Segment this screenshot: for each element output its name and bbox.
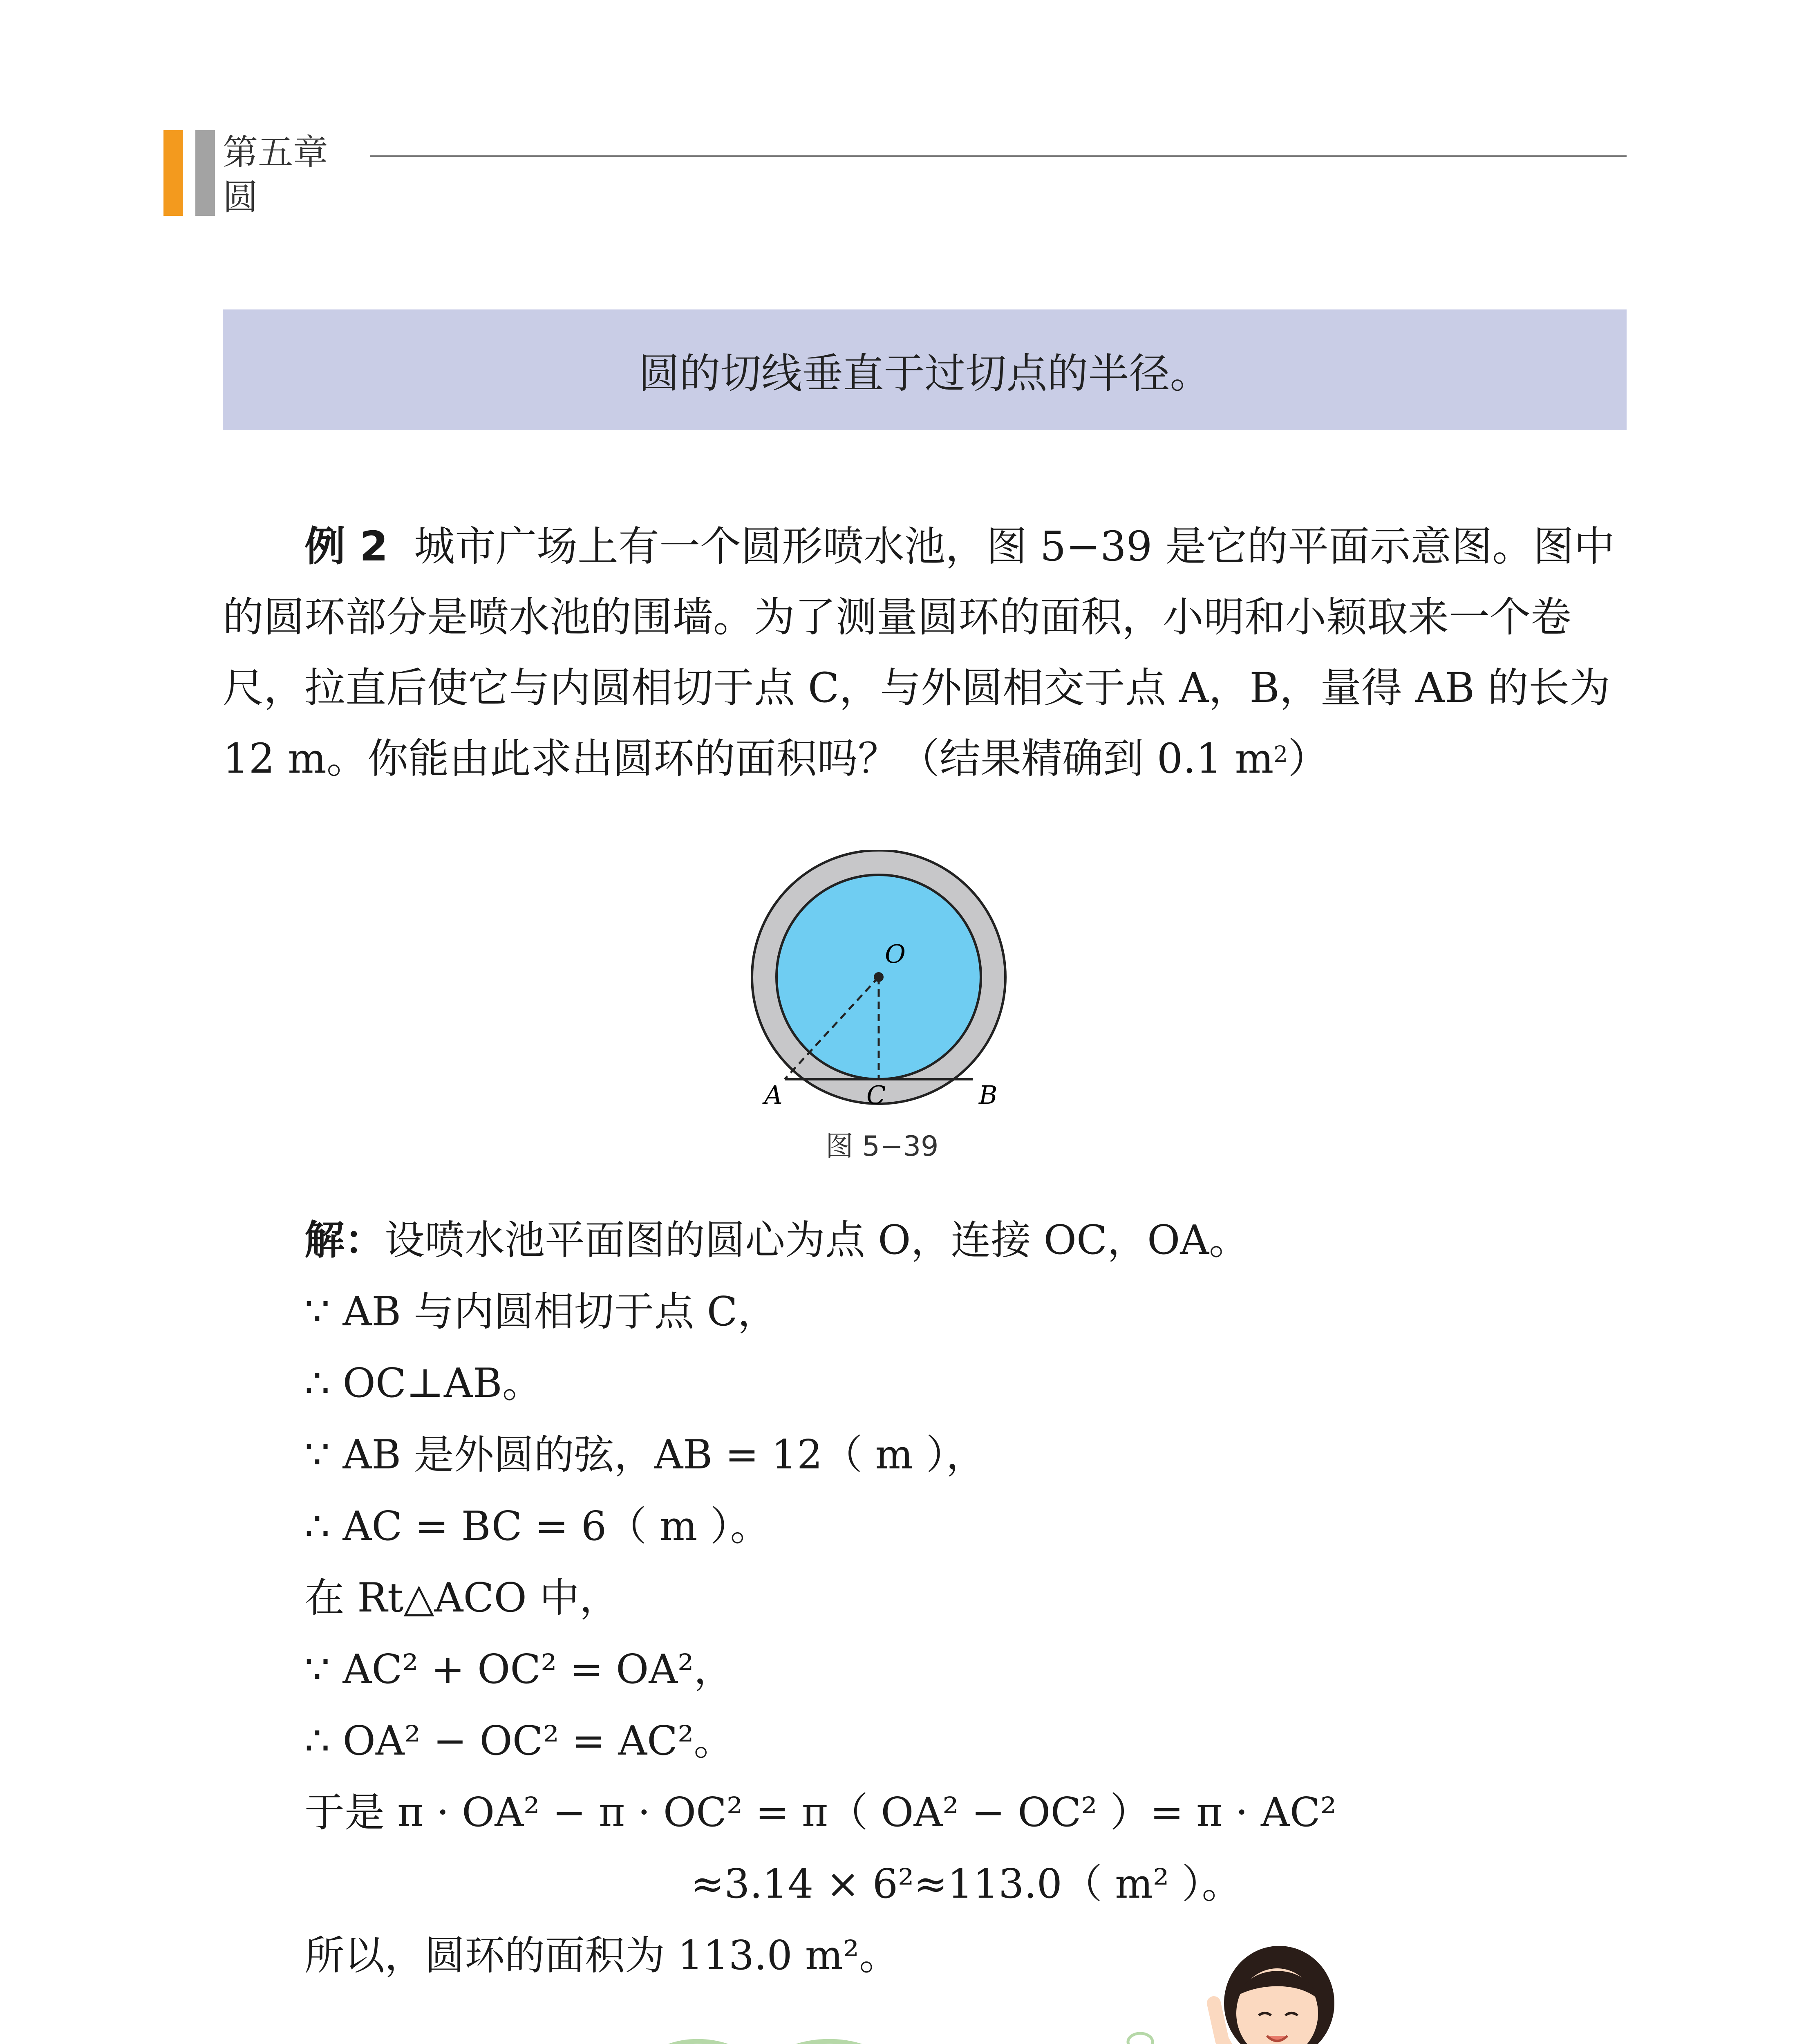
label-a: A [764, 1080, 783, 1110]
solution-step: ∵ AC² + OC² = OA²， [304, 1646, 734, 1693]
chapter-accent-bar-orange [163, 130, 183, 216]
chapter-label: 第五章 [223, 132, 328, 173]
header-rule [370, 155, 1627, 157]
fountain-diagram [727, 850, 1030, 1120]
solution-step: 在 Rt△ACO 中， [304, 1575, 620, 1621]
example-line-4: 12 m。你能由此求出圆环的面积吗？（结果精确到 0.1 m [223, 735, 1274, 782]
example-line-1: 城市广场上有一个圆形喷水池，图 5−39 是它的平面示意图。图中 [414, 522, 1615, 570]
label-o: O [885, 939, 906, 969]
thought-bubble [466, 1995, 1177, 2044]
solution-step: ∴ OA² − OC² = AC²。 [304, 1718, 734, 1764]
solution-step: ∵ AB 与内圆相切于点 C， [304, 1289, 778, 1335]
figure-caption: 图 5−39 [826, 1130, 939, 1163]
solution-step: ≈3.14 × 6²≈113.0（ m² ）。 [691, 1861, 1242, 1907]
chapter-title: 圆 [223, 177, 258, 218]
solution-label: 解： [304, 1217, 385, 1264]
solution-step: ∵ AB 是外圆的弦，AB = 12（ m ）， [304, 1432, 986, 1478]
example-line-4-end: ） [1288, 735, 1329, 782]
solution-step: 所以，圆环的面积为 113.0 m²。 [304, 1932, 900, 1979]
solution-step: ∴ AC = BC = 6（ m ）。 [304, 1503, 770, 1550]
solution-step: ∴ OC⊥AB。 [304, 1360, 542, 1407]
thought-cloud [490, 2042, 1090, 2044]
example-line-3: 尺，拉直后使它与内圆相切于点 C，与外圆相交于点 A，B，量得 AB 的长为 [223, 664, 1611, 712]
example-label: 例 2 [304, 522, 388, 570]
chapter-accent-bar-gray [195, 130, 215, 216]
solution-intro-line [304, 1217, 1249, 1264]
solution-intro: 设喷水池平面图的圆心为点 O，连接 OC，OA。 [385, 1217, 1249, 1264]
example-paragraph [223, 511, 1627, 794]
theorem-box [223, 309, 1627, 430]
girl-illustration [1193, 1946, 1365, 2044]
label-b: B [979, 1080, 998, 1110]
center-point [874, 972, 884, 982]
example-line-2: 的圆环部分是喷水池的围墙。为了测量圆环的面积，小明和小颖取来一个卷 [223, 593, 1571, 641]
thought-dot-small [1128, 2033, 1153, 2044]
label-c: C [866, 1080, 886, 1110]
example-line-4-exponent: 2 [1273, 741, 1288, 767]
solution-step: 于是 π · OA² − π · OC² = π（ OA² − OC² ）= π · AC² [304, 1789, 1337, 1836]
theorem-text: 圆的切线垂直于过切点的半径。 [638, 349, 1211, 397]
